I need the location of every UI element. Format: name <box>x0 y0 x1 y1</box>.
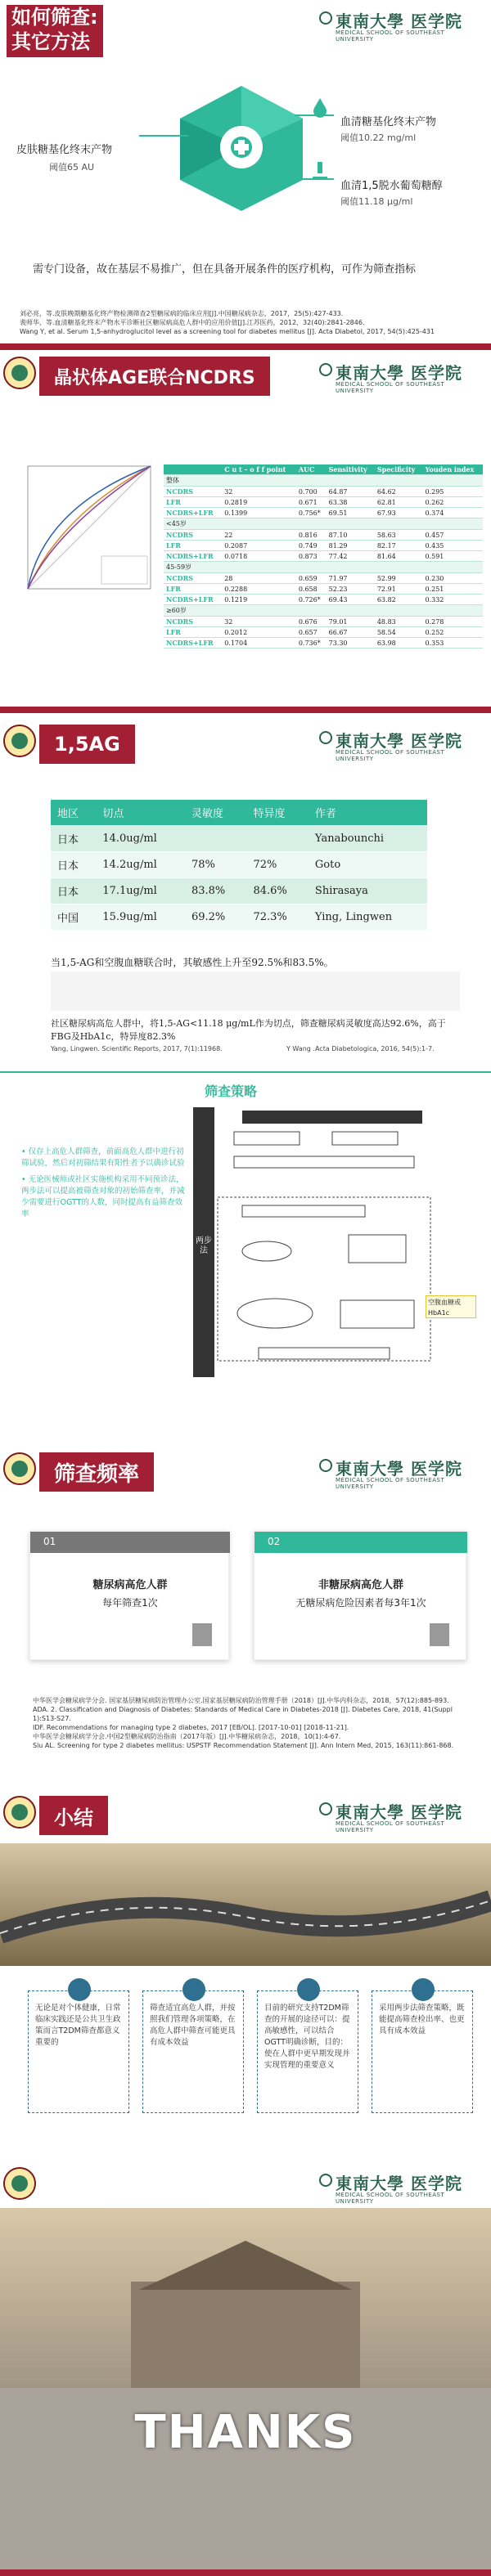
table-cell: 0.2288 <box>222 584 296 595</box>
table-cell: 0.0718 <box>222 551 296 562</box>
table-row <box>164 530 483 541</box>
table-cell: 82.17 <box>375 541 423 551</box>
table-row <box>164 573 483 584</box>
th: Sensitivity <box>327 464 375 475</box>
school-badge-icon <box>3 725 36 757</box>
table-cell: LFR <box>164 627 222 638</box>
table-cell: 81.29 <box>327 541 375 551</box>
table-cell: 0.457 <box>422 530 483 541</box>
table-header <box>51 800 427 826</box>
table-row <box>164 541 483 551</box>
logo-en: MEDICAL SCHOOL OF SOUTHEAST UNIVERSITY <box>336 381 445 394</box>
table-row <box>51 826 427 852</box>
table-cell: 78% <box>185 852 246 878</box>
table-cell: NCDRS+LFR <box>164 551 222 562</box>
table-cell: 0.230 <box>422 573 483 584</box>
band-label: 整体 <box>164 475 483 487</box>
table-cell: 0.1704 <box>222 638 296 648</box>
table-cell: 日本 <box>51 878 96 904</box>
logo-mark-icon <box>319 2174 332 2187</box>
title-line-2: 其它方法 <box>11 30 90 53</box>
table-cell: NCDRS <box>164 617 222 627</box>
table-cell: 0.736* <box>296 638 327 648</box>
logo-mark-icon <box>319 363 332 376</box>
table-cell: LFR <box>164 541 222 551</box>
card-sub: 每年筛查1次 <box>102 1597 158 1609</box>
table-cell: 0.2087 <box>222 541 296 551</box>
table-row <box>51 852 427 878</box>
school-badge-icon <box>3 357 36 389</box>
logo-en: MEDICAL SCHOOL OF SOUTHEAST UNIVERSITY <box>336 1477 445 1490</box>
table-cell: 0.435 <box>422 541 483 551</box>
logo-cn: 東南大學 医学院 <box>336 1459 462 1479</box>
bullet-text: 仅存上高危人群筛查，前面高危人群中进行初筛试验，然后对初筛结果有阳性者予以确诊试验 <box>21 1147 185 1168</box>
slide-title: 1,5AG <box>39 725 135 764</box>
table-cell <box>185 826 246 852</box>
table-cell: 71.97 <box>327 573 375 584</box>
band-label: 45-59岁 <box>164 562 483 573</box>
top-band <box>0 343 491 350</box>
table-cell: 81.64 <box>375 551 423 562</box>
th: 特异度 <box>246 800 308 826</box>
table-row <box>164 508 483 518</box>
logo-cn: 東南大學 医学院 <box>336 731 462 751</box>
hexagon-graphic <box>172 82 311 213</box>
serum-age-label: 血清糖基化终末产物 <box>340 116 437 128</box>
table-cell: 84.6% <box>246 878 308 904</box>
microscope-icon <box>309 160 331 182</box>
ag-table <box>51 800 427 931</box>
skin-age-label: 皮肤糖基化终末产物 <box>16 144 113 156</box>
ref-item: 中华医学会糖尿病学分会.中国2型糖尿病防治指南（2017年版）[J].中华糖尿病杂志，2018，10(1):4-67. <box>33 1733 341 1740</box>
dropper-icon <box>309 96 331 118</box>
th: 切点 <box>96 800 185 826</box>
school-badge-icon <box>3 2167 36 2200</box>
table-cell: 72.91 <box>375 584 423 595</box>
table-cell: 0.756* <box>296 508 327 518</box>
table-cell: 日本 <box>51 826 96 852</box>
summary-circle-icon <box>182 1978 205 2001</box>
bottom-band <box>0 2569 491 2576</box>
ref-item: IDF. Recommendations for managing type 2 diabetes, 2017 [EB/OL]. [2017-10-01] [2018-11-21]. <box>33 1724 349 1731</box>
table-cell: 63.98 <box>375 638 423 648</box>
logo-mark-icon <box>319 11 332 25</box>
table-cell: 17.1ug/ml <box>96 878 185 904</box>
card-non-high-risk <box>254 1531 466 1660</box>
logo-cn: 東南大學 医学院 <box>336 363 462 383</box>
table-cell: 0.671 <box>296 497 327 508</box>
title-line-1: 如何筛查: <box>11 6 98 29</box>
table-cell: 0.726* <box>296 595 327 605</box>
table-cell: 32 <box>222 487 296 497</box>
table-cell: 0.2012 <box>222 627 296 638</box>
logo-en: MEDICAL SCHOOL OF SOUTHEAST UNIVERSITY <box>336 29 445 43</box>
table-row <box>164 595 483 605</box>
table-row <box>51 904 427 931</box>
table-cell: 69.51 <box>327 508 375 518</box>
table-cell: 62.81 <box>375 497 423 508</box>
slide-summary <box>0 1784 491 2161</box>
table-cell: 67.93 <box>375 508 423 518</box>
slide-title: 筛查策略 <box>205 1084 258 1099</box>
table-cell: 83.8% <box>185 878 246 904</box>
connector-left <box>139 135 188 137</box>
table-cell: 0.353 <box>422 638 483 648</box>
table-header <box>164 464 483 475</box>
table-cell: NCDRS <box>164 530 222 541</box>
card-title: 非糖尿病高危人群 <box>318 1579 403 1591</box>
table-cell: 79.01 <box>327 617 375 627</box>
university-logo <box>319 1454 483 1490</box>
card-title: 糖尿病高危人群 <box>92 1579 168 1591</box>
th: 灵敏度 <box>185 800 246 826</box>
table-cell <box>246 826 308 852</box>
university-logo <box>319 358 483 394</box>
table-cell: Ying, Lingwen <box>309 904 427 931</box>
table-cell: 69.2% <box>185 904 246 931</box>
summary-box <box>28 1990 129 2113</box>
table-row-band <box>164 605 483 617</box>
table-cell: NCDRS <box>164 573 222 584</box>
table-cell: 0.374 <box>422 508 483 518</box>
th: AUC <box>296 464 327 475</box>
ref-wang: Y Wang .Acta Diabetologica, 2016, 54(5):1-7. <box>286 1045 435 1052</box>
table-row <box>164 497 483 508</box>
table-row <box>164 487 483 497</box>
ref-item: Wang Y, et al. Serum 1,5-anhydroglucitol level as a screening tool for diabetes mellitus [J]. Acta Diabetol, 2017, 54(5):425-431 <box>20 328 435 335</box>
bullet-list <box>21 1147 185 1220</box>
table-row-band <box>164 475 483 487</box>
logo-en: MEDICAL SCHOOL OF SOUTHEAST UNIVERSITY <box>336 2192 445 2205</box>
document-icon <box>430 1623 449 1646</box>
table-cell: 0.816 <box>296 530 327 541</box>
card-high-risk <box>29 1531 229 1660</box>
mini-table-image <box>51 972 460 1011</box>
flowchart <box>193 1107 439 1377</box>
table-cell: 69.43 <box>327 595 375 605</box>
summary-box <box>257 1990 358 2113</box>
table-cell: 0.332 <box>422 595 483 605</box>
slide-age-ncdrs <box>0 343 491 713</box>
table-row <box>164 617 483 627</box>
bottom-band <box>0 707 491 713</box>
band-label: ≥60岁 <box>164 605 483 617</box>
callout-box: 空腹血糖或HbA1c <box>426 1295 476 1318</box>
table-row-band <box>164 562 483 573</box>
school-badge-icon <box>3 1452 36 1485</box>
references <box>20 309 478 336</box>
table-cell: 22 <box>222 530 296 541</box>
table-cell: 0.591 <box>422 551 483 562</box>
slide-thanks <box>0 2161 491 2576</box>
slide-title: 筛查频率 <box>39 1452 154 1492</box>
combo-note: 当1,5-AG和空腹血糖联合时，其敏感性上升至92.5%和83.5%。 <box>51 957 334 968</box>
summary-text: 无论是对个体健康，日常临床实践还是公共卫生政策而言T2DM筛查都意义重要的 <box>35 2004 121 2047</box>
table-row <box>51 878 427 904</box>
table-cell: 0.659 <box>296 573 327 584</box>
logo-en: MEDICAL SCHOOL OF SOUTHEAST UNIVERSITY <box>336 749 445 762</box>
table-cell: 0.1219 <box>222 595 296 605</box>
summary-text: 采用两步法筛查策略，既能提高筛查检出率、也更具有成本效益 <box>379 2004 465 2035</box>
slide-title: 小结 <box>39 1796 108 1835</box>
roc-curve-figure <box>11 458 159 613</box>
top-rule <box>0 1071 491 1073</box>
ref-item: 刘必亮，等.皮肤晚期糖基化终产物检测筛查2型糖尿病的临床应用[J].中国糖尿病杂志，2017，25(5):427-433. <box>20 310 344 317</box>
summary-text: 筛查适宜高危人群，并按照我们管理各项策略，在高危人群中筛查可能更具有成本效益 <box>150 2004 236 2047</box>
th: 地区 <box>51 800 96 826</box>
university-logo <box>319 2169 483 2205</box>
table-row <box>164 627 483 638</box>
ref-item: Siu AL. Screening for type 2 diabetes mellitus: USPSTF Recommendation Statement [J]. Ann Intern Med, 2015, 163(11):861-868. <box>33 1742 454 1749</box>
community-para: 社区糖尿病高危人群中，将1,5-AG<11.18 μg/mL作为切点，筛查糖尿病灵敏度高达92.6%，高于FBG及HbA1c，特异度82.3% <box>51 1018 446 1042</box>
table-row <box>164 584 483 595</box>
th <box>164 464 222 475</box>
slide-title: 晶状体AGE联合NCDRS <box>39 357 270 396</box>
table-cell: 15.9ug/ml <box>96 904 185 931</box>
table-cell: 72% <box>246 852 308 878</box>
table-cell: NCDRS+LFR <box>164 508 222 518</box>
table-cell: 77.42 <box>327 551 375 562</box>
university-logo <box>319 1797 483 1833</box>
table-cell: 73.30 <box>327 638 375 648</box>
ref-item: 裴师华，等.血清糖基化终末产物水平诊断社区糖尿病高危人群中的应用价值[J].江苏医药，2012，32(40):2841-2846. <box>20 319 365 326</box>
table-cell: 66.67 <box>327 627 375 638</box>
table-cell: 58.63 <box>375 530 423 541</box>
th: C u t – o f f point <box>222 464 296 475</box>
table-cell: 72.3% <box>246 904 308 931</box>
university-logo <box>319 726 483 762</box>
table-cell: Shirasaya <box>309 878 427 904</box>
method-statement: 需专门设备，故在基层不易推广，但在具备开展条件的医疗机构，可作为筛查指标 <box>33 263 417 276</box>
slide-frequency <box>0 1441 491 1784</box>
table-cell: 0.657 <box>296 627 327 638</box>
serum-age-threshold: 阈值10.22 mg/ml <box>340 132 417 143</box>
table-cell: LFR <box>164 497 222 508</box>
summary-circle-icon <box>412 1978 435 2001</box>
summary-text: 目前的研究支持T2DM筛查的开展的途径可以：提高敏感性，可以结合OGTT明确诊断，目的：使在人群中更早期发现并实现管理的重要意义 <box>264 2004 350 2070</box>
document-icon <box>192 1623 212 1646</box>
th: Specificity <box>375 464 423 475</box>
table-cell: 0.658 <box>296 584 327 595</box>
table-cell: 28 <box>222 573 296 584</box>
table-cell: Goto <box>309 852 427 878</box>
table-cell: 中国 <box>51 904 96 931</box>
table-cell: 87.10 <box>327 530 375 541</box>
card-number: 01 <box>30 1532 230 1553</box>
thanks-text: THANKS <box>134 2406 357 2459</box>
road-photo <box>0 1843 491 1966</box>
table-cell: 14.0ug/ml <box>96 826 185 852</box>
logo-cn: 東南大學 医学院 <box>336 11 462 31</box>
table-cell: 32 <box>222 617 296 627</box>
slide-strategy <box>0 1057 491 1441</box>
card-sub: 无糖尿病危险因素者每3年1次 <box>295 1597 426 1609</box>
table-cell: 52.99 <box>375 573 423 584</box>
ag-threshold: 阈值11.18 μg/ml <box>340 196 413 207</box>
bullet-item: • 无论医械师或社区实施机构采用不同预诊法，两步法可以提高被筛查对象的初始筛查率，并减少需要进行OGTT的人数，同时提高有益筛查效率 <box>21 1175 185 1218</box>
table-cell: 58.54 <box>375 627 423 638</box>
university-logo <box>319 7 483 43</box>
bullet-item: • 仅存上高危人群筛查，前面高危人群中进行初筛试验，然后对初筛结果有阳性者予以确诊试验 <box>21 1147 185 1168</box>
table-cell: LFR <box>164 584 222 595</box>
table-cell: 0.251 <box>422 584 483 595</box>
table-cell: NCDRS <box>164 487 222 497</box>
slide-15ag <box>0 713 491 1057</box>
table-cell: 0.700 <box>296 487 327 497</box>
table-cell: 0.873 <box>296 551 327 562</box>
slide-other-methods <box>0 0 491 343</box>
logo-mark-icon <box>319 1802 332 1815</box>
skin-age-threshold: 阈值65 AU <box>49 162 95 173</box>
table-cell: 48.83 <box>375 617 423 627</box>
table-cell: 63.82 <box>375 595 423 605</box>
card-number: 02 <box>255 1532 467 1553</box>
summary-box <box>372 1990 473 2113</box>
summary-circle-icon <box>68 1978 91 2001</box>
table-cell: 0.252 <box>422 627 483 638</box>
logo-cn: 東南大學 医学院 <box>336 1802 462 1822</box>
table-cell: 52.23 <box>327 584 375 595</box>
table-cell: 0.278 <box>422 617 483 627</box>
campus-photo <box>0 2208 491 2576</box>
table-cell: 0.676 <box>296 617 327 627</box>
school-badge-icon <box>3 1796 36 1829</box>
ref-item: ADA. 2. Classification and Diagnosis of Diabetes: Standards of Medical Care in Diabetes-2018 [J]. Diabetes Care, 2018, 41(Suppl 1):S13-S27. <box>33 1706 453 1722</box>
bullet-text: 无论医械师或社区实施机构采用不同预诊法，两步法可以提高被筛查对象的初始筛查率，并减少需要进行OGTT的人数，同时提高有益筛查效率 <box>21 1175 185 1218</box>
th: 作者 <box>309 800 427 826</box>
slide-title <box>7 5 103 57</box>
table-cell: 64.87 <box>327 487 375 497</box>
logo-mark-icon <box>319 1459 332 1472</box>
logo-mark-icon <box>319 731 332 744</box>
table-cell: 64.62 <box>375 487 423 497</box>
references <box>33 1696 475 1750</box>
table-cell: 14.2ug/ml <box>96 852 185 878</box>
ref-yang: Yang, Lingwen. Scientific Reports, 2017, 7(1):11968. <box>51 1045 223 1052</box>
ref-item: 中华医学会糖尿病学分会. 国家基层糖尿病防治管理办公室.国家基层糖尿病防治管理手册（2018）[J].中华内科杂志，2018，57(12):885-893. <box>33 1697 449 1704</box>
table-row-band <box>164 518 483 530</box>
th: Youden index <box>422 464 483 475</box>
two-step-label: 两步法 <box>196 1236 212 1255</box>
table-cell: Yanabounchi <box>309 826 427 852</box>
ncdrs-table <box>164 464 483 648</box>
ag-label: 血清1,5脱水葡萄糖醇 <box>340 180 443 192</box>
table-cell: NCDRS+LFR <box>164 638 222 648</box>
table-row <box>164 638 483 648</box>
table-cell: 0.1399 <box>222 508 296 518</box>
table-cell: NCDRS+LFR <box>164 595 222 605</box>
table-cell: 日本 <box>51 852 96 878</box>
table-cell: 0.2819 <box>222 497 296 508</box>
table-cell: 0.749 <box>296 541 327 551</box>
table-row <box>164 551 483 562</box>
table-cell: 0.295 <box>422 487 483 497</box>
summary-circle-icon <box>297 1978 320 2001</box>
table-cell: 63.38 <box>327 497 375 508</box>
logo-cn: 東南大學 医学院 <box>336 2174 462 2193</box>
band-label: <45岁 <box>164 518 483 530</box>
summary-box <box>142 1990 244 2113</box>
table-cell: 0.262 <box>422 497 483 508</box>
logo-en: MEDICAL SCHOOL OF SOUTHEAST UNIVERSITY <box>336 1820 445 1833</box>
